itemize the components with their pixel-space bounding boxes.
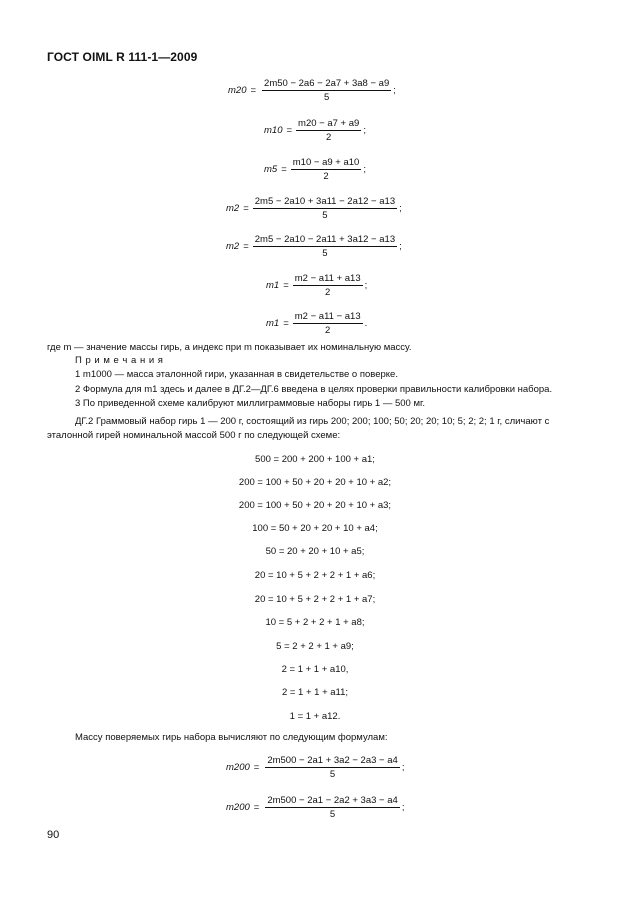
scheme-equation: 2 = 1 + 1 + a10, bbox=[281, 664, 349, 675]
formula-numerator: m20 − a7 + a9 bbox=[298, 118, 360, 129]
note-item: 2 Формула для m1 здесь и далее в ДГ.2—ДГ.6 введена в целях проверки правильности калибровки набора. bbox=[75, 384, 553, 395]
mass-formulas-intro: Массу поверяемых гирь набора вычисляют по следующим формулам: bbox=[75, 732, 388, 743]
formula-denominator: 5 bbox=[329, 769, 336, 780]
standard-header: ГОСТ OIML R 111-1—2009 bbox=[47, 50, 198, 64]
where-text: где m — значение массы гирь, а индекс при m показывает их номинальную массу. bbox=[47, 342, 412, 353]
formula-m1-a: m1 = $\frac{m2 - a11 + a13}{2}$ ; bbox=[266, 273, 368, 298]
formula-numerator: m10 − a9 + a10 bbox=[292, 157, 360, 168]
formula-denominator: 5 bbox=[322, 210, 328, 221]
formula-numerator: 2m50 − 2a6 − 2a7 + 3a8 − a9 bbox=[264, 78, 390, 89]
formula-m1-b: m1 = $\frac{m2 - a11 - a13}{2}$ . bbox=[266, 311, 368, 336]
note-item: 3 По приведенной схеме калибруют миллиграммовые наборы гирь 1 — 500 мг. bbox=[75, 398, 425, 409]
formula-m2-a: m2 = $\frac{2m5 - 2a10 + 3a11 - 2a12 - a13}{5}$ ; bbox=[226, 196, 402, 221]
scheme-equation: 20 = 10 + 5 + 2 + 2 + 1 + a7; bbox=[254, 594, 376, 605]
formula-m200-a: m200 = $\frac{2m500 - 2a1 + 3a2 - 2a3 - a4}{5}$ ; bbox=[226, 755, 405, 780]
formula-m5: m5 = $\frac{m10 - a9 + a10}{2}$ ; bbox=[264, 157, 366, 182]
formula-denominator: 2 bbox=[325, 325, 331, 336]
formula-denominator: 2 bbox=[325, 287, 331, 298]
scheme-equation: 200 = 100 + 50 + 20 + 20 + 10 + a3; bbox=[238, 500, 392, 511]
scheme-equation: 2 = 1 + 1 + a11; bbox=[281, 687, 349, 698]
formula-numerator: 2m5 − 2a10 + 3a11 − 2a12 − a13 bbox=[254, 196, 396, 207]
formula-lhs: m5 bbox=[264, 164, 278, 175]
formula-lhs: m2 bbox=[226, 241, 240, 252]
scheme-equation: 1 = 1 + a12. bbox=[289, 711, 341, 722]
formula-denominator: 5 bbox=[324, 92, 330, 103]
formula-denominator: 5 bbox=[329, 809, 336, 820]
formula-denominator: 5 bbox=[322, 248, 328, 259]
formula-m200-b: m200 = $\frac{2m500 - 2a1 - 2a2 + 3a3 - a4}{5}$ ; bbox=[226, 795, 405, 820]
scheme-equation: 20 = 10 + 5 + 2 + 2 + 1 + a6; bbox=[254, 570, 376, 581]
scheme-equation: 200 = 100 + 50 + 20 + 20 + 10 + a2; bbox=[238, 477, 392, 488]
formula-denominator: 2 bbox=[323, 171, 329, 182]
page-number: 90 bbox=[47, 829, 60, 841]
scheme-equation: 50 = 20 + 20 + 10 + a5; bbox=[265, 546, 365, 557]
formula-denominator: 2 bbox=[326, 132, 332, 143]
formula-numerator: 2m500 − 2a1 − 2a2 + 3a3 − a4 bbox=[267, 795, 398, 806]
formula-lhs: m200 bbox=[226, 802, 250, 813]
formula-numerator: 2m5 − 2a10 − 2a11 + 3a12 − a13 bbox=[254, 234, 396, 245]
note-item: 1 m1000 — масса эталонной гири, указанная в свидетельстве о поверке. bbox=[75, 369, 398, 380]
dg2-paragraph-line2: эталонной гирей номинальной массой 500 г по следующей схеме: bbox=[47, 430, 341, 441]
formula-lhs: m1 bbox=[266, 280, 280, 291]
formula-numerator: m2 − a11 − a13 bbox=[294, 311, 361, 322]
notes-title: П р и м е ч а н и я bbox=[75, 355, 164, 366]
formula-m2-b: m2 = $\frac{2m5 - 2a10 - 2a11 + 3a12 - a13}{5}$ ; bbox=[226, 234, 402, 259]
formula-m10: m10 = $\frac{m20 - a7 + a9}{2}$ ; bbox=[264, 118, 366, 143]
formula-numerator: 2m500 − 2a1 + 3a2 − 2a3 − a4 bbox=[267, 755, 398, 766]
dg2-paragraph-line1: ДГ.2 Граммовый набор гирь 1 — 200 г, состоящий из гирь 200; 200; 100; 50; 20; 20; 10; 5; 2; 2; 1 г, сличают с bbox=[75, 416, 550, 427]
formula-lhs: m2 bbox=[226, 203, 240, 214]
formula-lhs: m10 bbox=[264, 125, 283, 136]
scheme-equation: 500 = 200 + 200 + 100 + a1; bbox=[255, 454, 375, 465]
scheme-equation: 100 = 50 + 20 + 20 + 10 + a4; bbox=[252, 523, 378, 534]
formula-lhs: m20 bbox=[228, 85, 247, 96]
formula-lhs: m1 bbox=[266, 318, 280, 329]
formula-lhs: m200 bbox=[226, 762, 250, 773]
scheme-equation: 5 = 2 + 2 + 1 + a9; bbox=[276, 641, 354, 652]
formula-numerator: m2 − a11 + a13 bbox=[294, 273, 361, 284]
formula-m20: m20 = $\frac{2m50 - 2a6 - 2a7 + 3a8 - a9}{5}$ ; bbox=[228, 78, 396, 103]
scheme-equation: 10 = 5 + 2 + 2 + 1 + a8; bbox=[265, 617, 365, 628]
